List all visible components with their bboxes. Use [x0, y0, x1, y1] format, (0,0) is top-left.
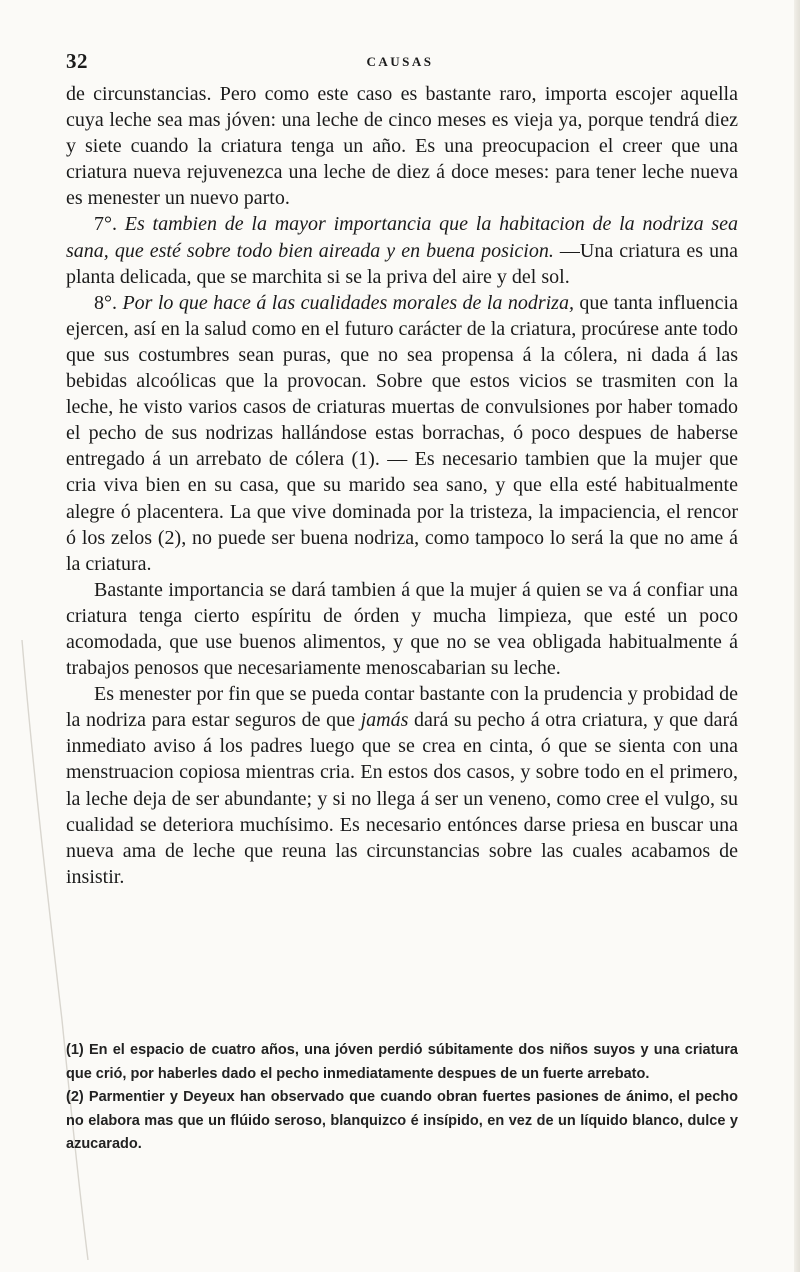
italic-text: Por lo que hace á las cualidades morales de la nodriza, [122, 291, 574, 314]
paragraph-text: Es menester por fin que se pueda contar bastante con la prudencia y probidad de la nodriza para estar seguros de que [66, 683, 738, 732]
footnote: (1) En el espacio de cuatro años, una jóven perdió súbitamente dos niños suyos y una criatura que crió, por haberles dado el pecho inmediatamente despues de un fuerte arrebato. [66, 1042, 738, 1082]
paragraph-text: de circunstancias. Pero como este caso es bastante raro, importa escojer aquella cuya leche sea mas jóven: una leche de cinco meses es vieja ya, porque tendrá diez y siete cuando la criatura tenga un año. Es una preocupacion el creer que una criatura nueva rejuvenezca una leche de diez á doce meses: para tener leche nueva es menester un nuevo parto. [66, 83, 738, 210]
paragraph-text: Bastante importancia se dará tambien á que la mujer á quien se va á confiar una criatura tenga cierto espíritu de órden y mucha limpieza, que esté un poco acomodada, que use buenos alimentos, y que no se vea obligada habitualmente á trabajos penosos que necesariamente menoscabarian su leche. [66, 578, 738, 680]
page-header [60, 49, 740, 77]
paragraph [66, 577, 738, 681]
body-text [66, 81, 738, 890]
paragraph [66, 290, 738, 577]
paragraph-text: —Una criatura es una planta delicada, que se marchita si se la priva del aire y del sol. [66, 239, 739, 288]
paragraph [66, 211, 738, 289]
paragraph-text: 8°. [94, 291, 123, 314]
footnote: (2) Parmentier y Deyeux han observado que cuando obran fuertes pasiones de ánimo, el pecho no elabora mas que un flúido seroso, blanquizco é insípido, en vez de un líquido blanco, dulce y azucarado. [66, 1089, 738, 1153]
paragraph-text: dará su pecho á otra criatura, y que dará inmediato aviso á los padres luego que se crea en cinta, ó que se sienta con una menstruacion copiosa mientras cria. En estos dos casos, y sobre todo en el primero, la leche deja de ser abundante; y si no llega á ser un veneno, como cree el vulgo, su cualidad se deteriora muchísimo. Es necesario entónces darse priesa en buscar una nueva ama de leche que reuna las circunstancias sobre las cuales acabamos de insistir. [66, 709, 739, 888]
paragraph-text: 7°. [94, 213, 125, 236]
footnotes [66, 1039, 738, 1157]
page-edge-shadow [794, 0, 800, 1272]
italic-text: Es tambien de la mayor importancia que la habitacion de la nodriza sea sana, que esté sobre todo bien aireada y en buena posicion. [66, 213, 738, 262]
paragraph-text: que tanta influencia ejercen, así en la salud como en el futuro carácter de la criatura, procúrese ante todo que sus costumbres sean puras, que no sea propensa á la cólera, ni dada á las bebidas alcoólicas que la provocan. Sobre que estos vicios se trasmiten con la leche, he visto varios casos de criaturas muertas de convulsiones por haber tomado el pecho de sus nodrizas hallándose estas borrachas, ó poco despues de haberse entregado á un arrebato de cólera (1). — Es necesario tambien que la mujer que cria viva bien en su casa, que su marido sea sano, y que ella esté habitualmente alegre ó placentera. La que vive dominada por la tristeza, la impaciencia, el rencor ó los zelos (2), no puede ser buena nodriza, como tampoco lo será la que no ame á la criatura. [66, 291, 738, 575]
running-head: CAUSAS [366, 54, 434, 69]
page-number: 32 [66, 49, 88, 73]
paragraph [66, 681, 738, 890]
italic-text: jamás [360, 709, 409, 732]
paragraph [66, 81, 738, 211]
